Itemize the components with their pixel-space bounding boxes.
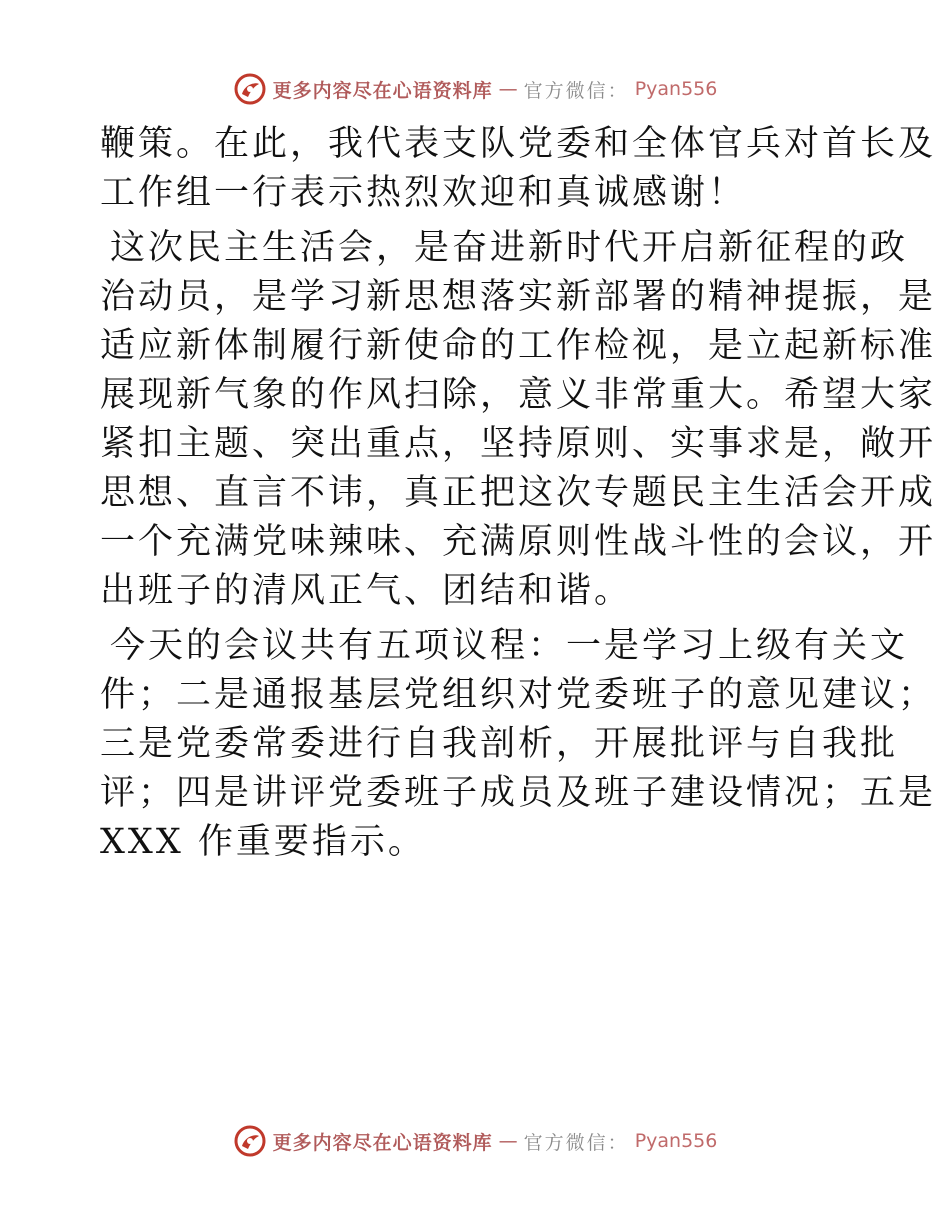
document-body xyxy=(100,120,937,873)
text-line: 三是党委常委进行自我剖析，开展批评与自我批 xyxy=(100,724,899,764)
watermark-site-name: 更多内容尽在心语资料库 xyxy=(272,1131,493,1154)
watermark-wechat-label: 官方微信： xyxy=(523,79,629,102)
text-line: 这次民主生活会，是奋进新时代开启新征程的政 xyxy=(110,228,909,268)
lotus-seal-icon xyxy=(233,72,267,106)
watermark-wechat-id: Pyan556 xyxy=(634,78,718,100)
text-line: 一个充满党味辣味、充满原则性战斗性的会议，开 xyxy=(100,522,937,562)
lotus-seal-icon xyxy=(233,1124,267,1158)
text-line: 件；二是通报基层党组织对党委班子的意见建议； xyxy=(100,675,937,715)
text-line: XXX 作重要指示。 xyxy=(100,822,426,862)
paragraph-3 xyxy=(100,622,937,867)
paragraph-1 xyxy=(100,120,937,218)
text-line: 展现新气象的作风扫除，意义非常重大。希望大家 xyxy=(100,375,937,415)
watermark-wechat-id: Pyan556 xyxy=(634,1130,718,1152)
text-line: 今天的会议共有五项议程：一是学习上级有关文 xyxy=(110,626,909,666)
text-line: 紧扣主题、突出重点，坚持原则、实事求是，敞开 xyxy=(100,424,937,464)
text-line: 适应新体制履行新使命的工作检视，是立起新标准 xyxy=(100,326,937,366)
text-line: 治动员，是学习新思想落实新部署的精神提振，是 xyxy=(100,277,937,317)
paragraph-2 xyxy=(100,224,937,616)
text-line: 思想、直言不讳，真正把这次专题民主生活会开成 xyxy=(100,473,937,513)
text-line: 鞭策。在此，我代表支队党委和全体官兵对首长及 xyxy=(100,124,937,164)
watermark-dash: — xyxy=(498,1130,518,1152)
watermark-dash: — xyxy=(498,78,518,100)
text-line: 评；四是讲评党委班子成员及班子建设情况；五是 xyxy=(100,773,937,813)
header-watermark xyxy=(0,72,950,106)
watermark-site-name: 更多内容尽在心语资料库 xyxy=(272,79,493,102)
text-line: 出班子的清风正气、团结和谐。 xyxy=(100,571,633,611)
watermark-wechat-label: 官方微信： xyxy=(523,1131,629,1154)
footer-watermark xyxy=(0,1124,950,1158)
text-line: 工作组一行表示热烈欢迎和真诚感谢！ xyxy=(100,173,747,213)
